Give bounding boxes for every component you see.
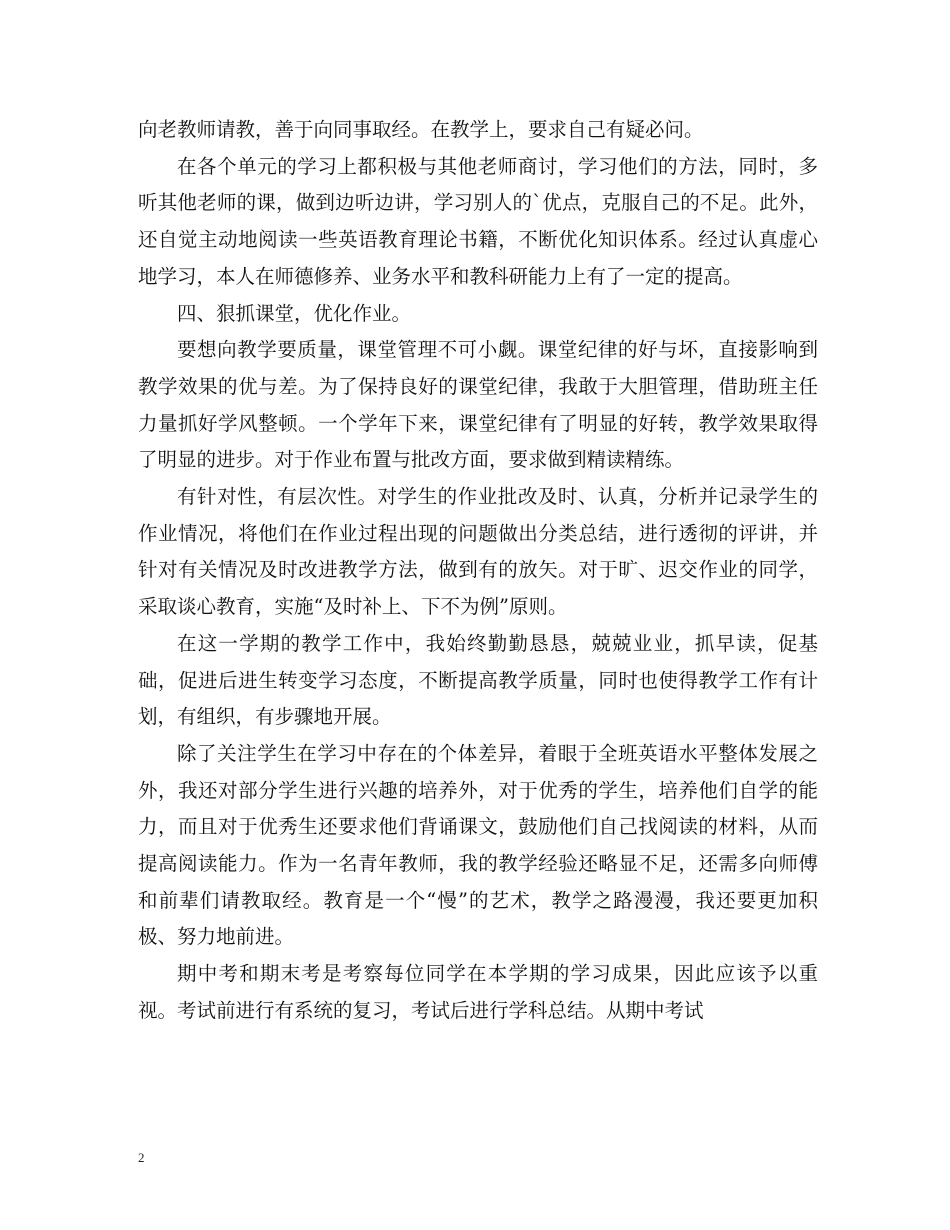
paragraph: 在这一学期的教学工作中，我始终勤勤恳恳，兢兢业业，抓早读，促基础，促进后进生转变学习态度，不断提高教学质量，同时也使得教学工作有计划，有组织，有步骤地开展。 (138, 631, 818, 729)
paragraph: 要想向教学要质量，课堂管理不可小觑。课堂纪律的好与坏，直接影响到教学效果的优与差。为了保持良好的课堂纪律，我敢于大胆管理，借助班主任力量抓好学风整顿。一个学年下来，课堂纪律有了明显的好转，教学效果取得了明显的进步。对于作业布置与批改方面，要求做到精读精练。 (138, 338, 818, 472)
paragraph: 除了关注学生在学习中存在的个体差异，着眼于全班英语水平整体发展之外，我还对部分学生进行兴趣的培养外，对于优秀的学生，培养他们自学的能力，而且对于优秀生还要求他们背诵课文，鼓励他们自己找阅读的材料，从而提高阅读能力。作为一名青年教师，我的教学经验还略显不足，还需多向师傅和前辈们请教取经。教育是一个“慢”的艺术，教学之路漫漫，我还要更加积极、努力地前进。 (138, 741, 818, 949)
body-text (138, 112, 818, 1030)
section-heading: 四、狠抓课堂，优化作业。 (177, 301, 412, 325)
paragraph: 期中考和期末考是考察每位同学在本学期的学习成果，因此应该予以重视。考试前进行有系统的复习，考试后进行学科总结。从期中考试 (138, 962, 818, 1022)
page-number: 2 (138, 1150, 145, 1165)
paragraph: 在各个单元的学习上都积极与其他老师商讨，学习他们的方法，同时，多听其他老师的课，做到边听边讲，学习别人的`优点，克服自己的不足。此外，还自觉主动地阅读一些英语教育理论书籍，不断优化知识体系。经过认真虚心地学习，本人在师德修养、业务水平和教科研能力上有了一定的提高。 (138, 154, 818, 288)
paragraph: 向老教师请教，善于向同事取经。在教学上，要求自己有疑必问。 (138, 118, 704, 141)
paragraph: 有针对性，有层次性。对学生的作业批改及时、认真，分析并记录学生的作业情况，将他们在作业过程出现的问题做出分类总结，进行透彻的评讲，并针对有关情况及时改进教学方法，做到有的放矢。对于旷、迟交作业的同学，采取谈心教育，实施“及时补上、下不为例”原则。 (138, 485, 818, 619)
